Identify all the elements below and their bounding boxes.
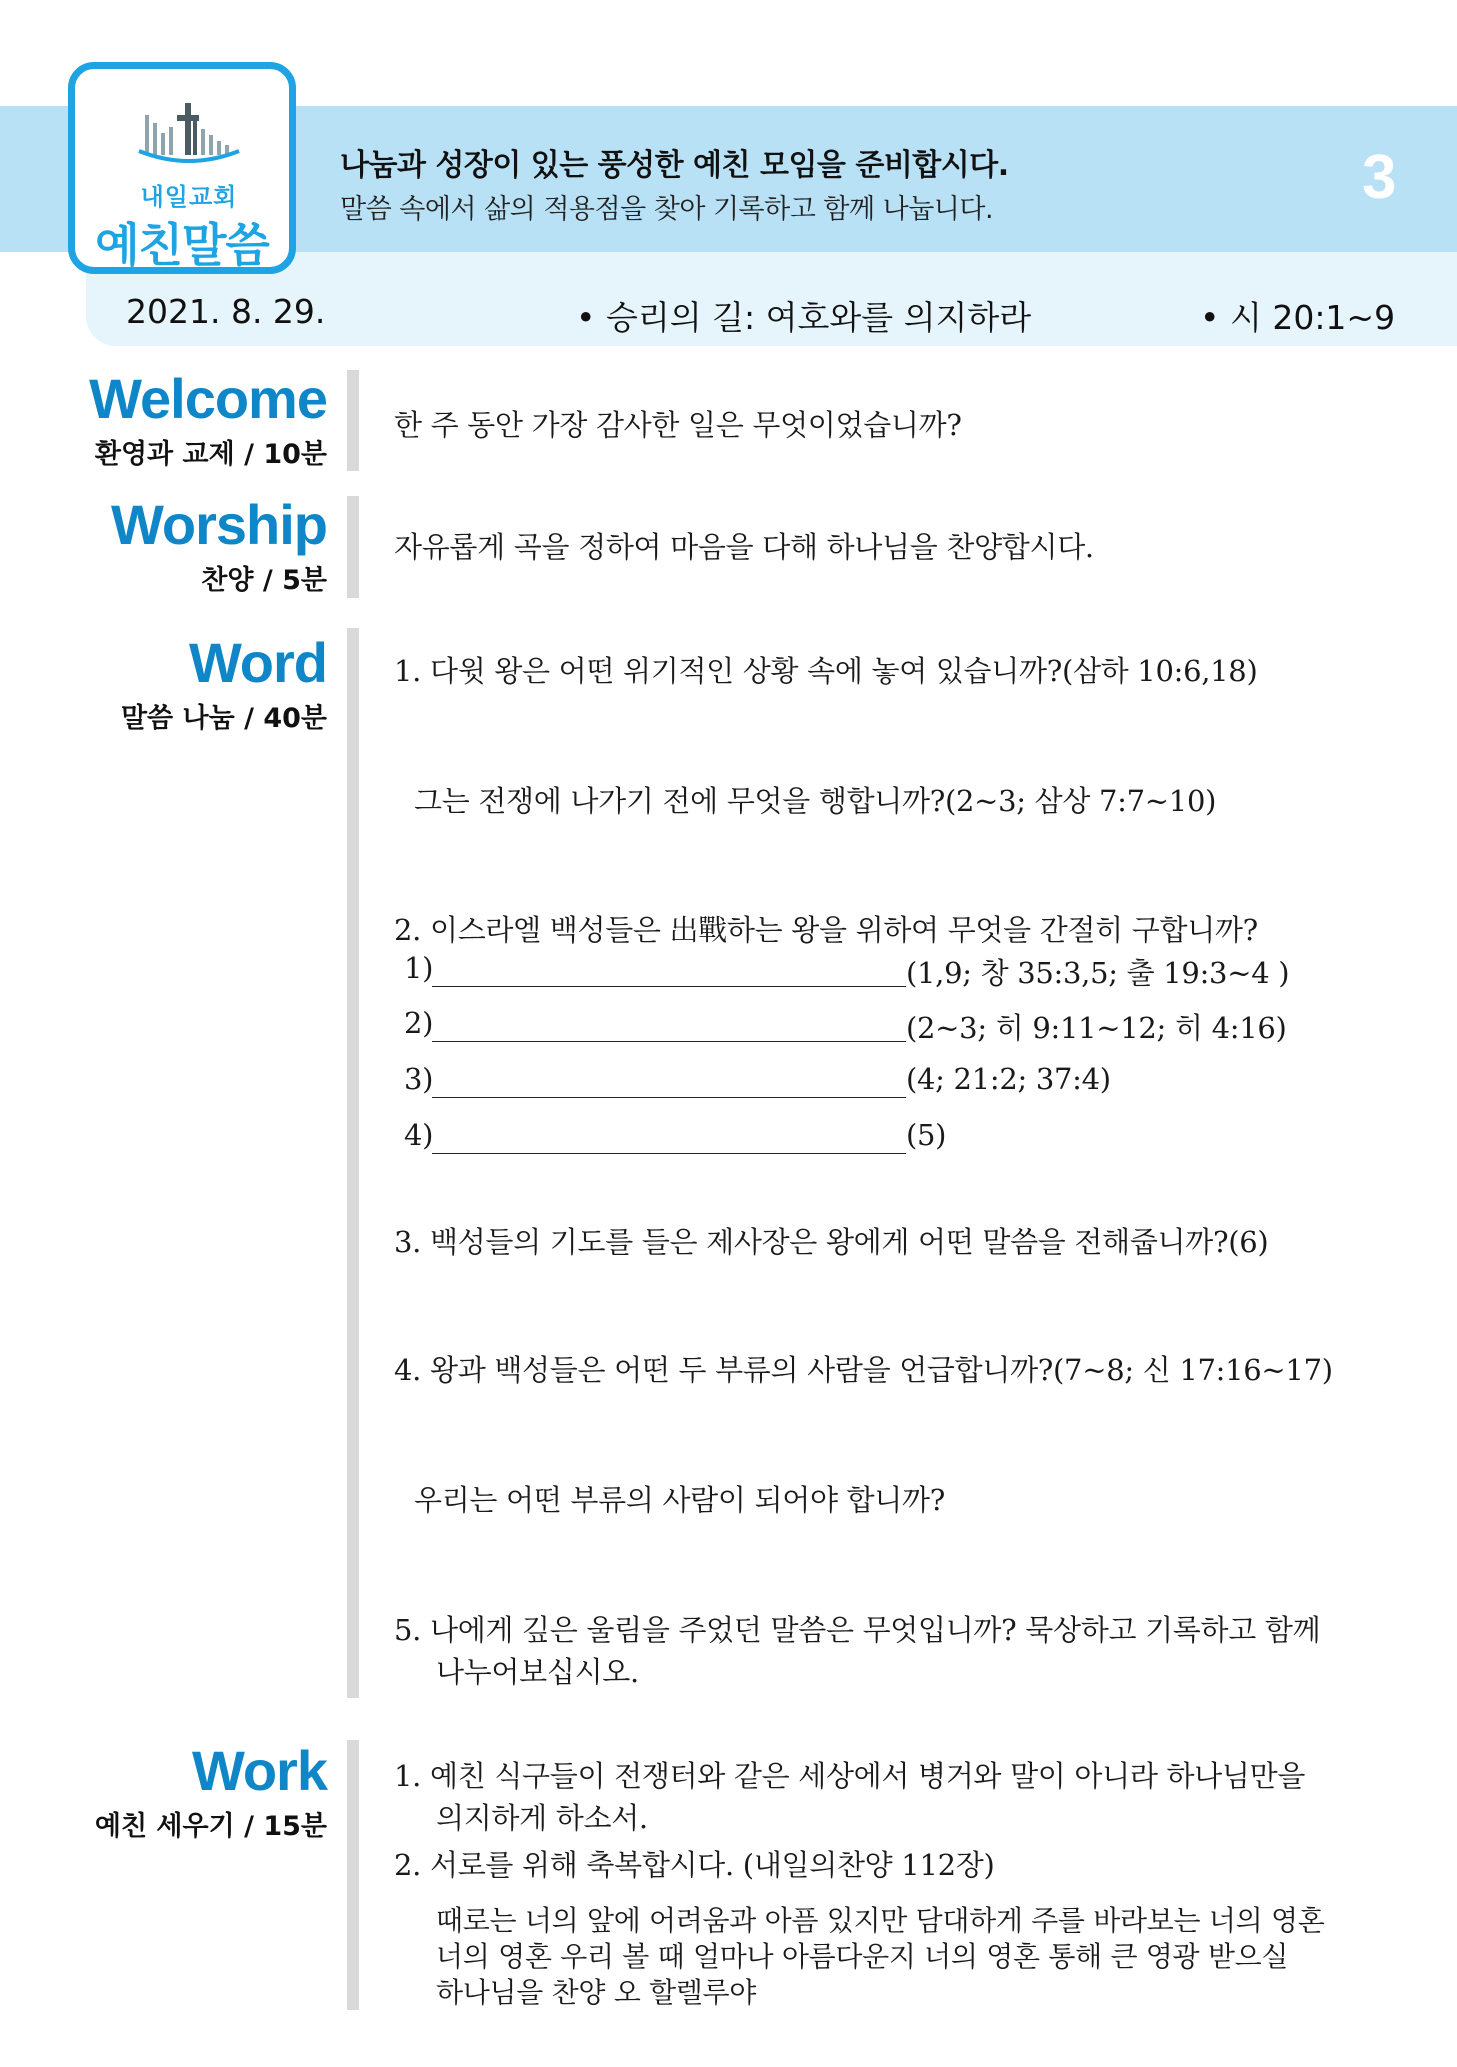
church-skyline-icon — [137, 93, 241, 169]
word-question-1: 1. 다윗 왕은 어떤 위기적인 상황 속에 놓여 있습니까?(삼하 10:6,18) — [394, 654, 1258, 688]
lyrics-line-1: 때로는 너의 앞에 어려움과 아픔 있지만 담대하게 주를 바라보는 너의 영혼 — [436, 1904, 1325, 1937]
worship-title: Worship — [111, 493, 327, 556]
answer-blank[interactable] — [432, 986, 906, 987]
word-question-3: 3. 백성들의 기도를 들은 제사장은 왕에게 어떤 말씀을 전해줍니까?(6) — [394, 1225, 1269, 1259]
work-title: Work — [192, 1739, 327, 1802]
welcome-divider — [347, 370, 359, 471]
worship-subtitle: 찬양 / 5분 — [201, 565, 327, 596]
answer-blank[interactable] — [432, 1153, 906, 1154]
sermon-theme: • 승리의 길: 여호와를 의지하라 — [576, 298, 1032, 337]
answer-number: 4) — [404, 1118, 434, 1152]
work-item-1-line-2: 의지하게 하소서. — [436, 1801, 648, 1835]
work-item-2: 2. 서로를 위해 축복합시다. (내일의찬양 112장) — [394, 1848, 995, 1882]
answer-reference: (4; 21:2; 37:4) — [906, 1062, 1111, 1096]
answer-reference: (1,9; 창 35:3,5; 출 19:3~4 ) — [906, 956, 1290, 990]
logo-box — [68, 62, 296, 274]
page-number: 3 — [1362, 143, 1397, 212]
word-title: Word — [188, 631, 327, 694]
answer-reference: (5) — [906, 1118, 947, 1152]
lyrics-line-3: 하나님을 찬양 오 할렐루야 — [436, 1976, 757, 2009]
work-subtitle: 예친 세우기 / 15분 — [94, 1811, 327, 1842]
scripture-reference: • 시 20:1~9 — [1200, 298, 1396, 337]
answer-reference: (2~3; 히 9:11~12; 히 4:16) — [906, 1011, 1287, 1045]
word-question-4: 4. 왕과 백성들은 어떤 두 부류의 사람을 언급합니까?(7~8; 신 17:16~17) — [394, 1353, 1333, 1387]
answer-blank[interactable] — [432, 1041, 906, 1042]
word-question-4b: 우리는 어떤 부류의 사람이 되어야 합니까? — [414, 1483, 945, 1517]
welcome-subtitle: 환영과 교제 / 10분 — [94, 439, 327, 470]
lyrics-line-2: 너의 영혼 우리 볼 때 얼마나 아름다운지 너의 영혼 통해 큰 영광 받으실 — [436, 1940, 1289, 1973]
word-question-5-line-1: 5. 나에게 깊은 울림을 주었던 말씀은 무엇입니까? 묵상하고 기록하고 함께 — [394, 1613, 1321, 1647]
word-question-2: 2. 이스라엘 백성들은 出戰하는 왕을 위하여 무엇을 간절히 구합니까? — [394, 913, 1258, 947]
date: 2021. 8. 29. — [126, 292, 326, 331]
work-item-1-line-1: 1. 예친 식구들이 전쟁터와 같은 세상에서 병거와 말이 아니라 하나님만을 — [394, 1759, 1306, 1793]
answer-number: 1) — [404, 951, 434, 985]
word-question-5-line-2: 나누어보십시오. — [436, 1655, 639, 1689]
worship-text: 자유롭게 곡을 정하여 마음을 다해 하나님을 찬양합시다. — [394, 530, 1094, 564]
worship-divider — [347, 496, 359, 598]
word-divider — [347, 628, 359, 1698]
word-question-1b: 그는 전쟁에 나가기 전에 무엇을 행합니까?(2~3; 삼상 7:7~10) — [414, 784, 1217, 818]
welcome-question: 한 주 동안 가장 감사한 일은 무엇이었습니까? — [394, 408, 962, 442]
word-subtitle: 말씀 나눔 / 40분 — [120, 703, 327, 734]
welcome-title: Welcome — [89, 367, 327, 430]
work-divider — [347, 1740, 359, 2010]
header-line-2: 말씀 속에서 삶의 적용점을 찾아 기록하고 함께 나눕니다. — [340, 194, 994, 225]
header-line-1: 나눔과 성장이 있는 풍성한 예친 모임을 준비합시다. — [340, 148, 1009, 183]
answer-number: 3) — [404, 1062, 434, 1096]
answer-number: 2) — [404, 1006, 434, 1040]
answer-blank[interactable] — [432, 1097, 906, 1098]
logo-title: 예친말씀 — [95, 218, 269, 272]
church-name: 내일교회 — [140, 183, 238, 211]
